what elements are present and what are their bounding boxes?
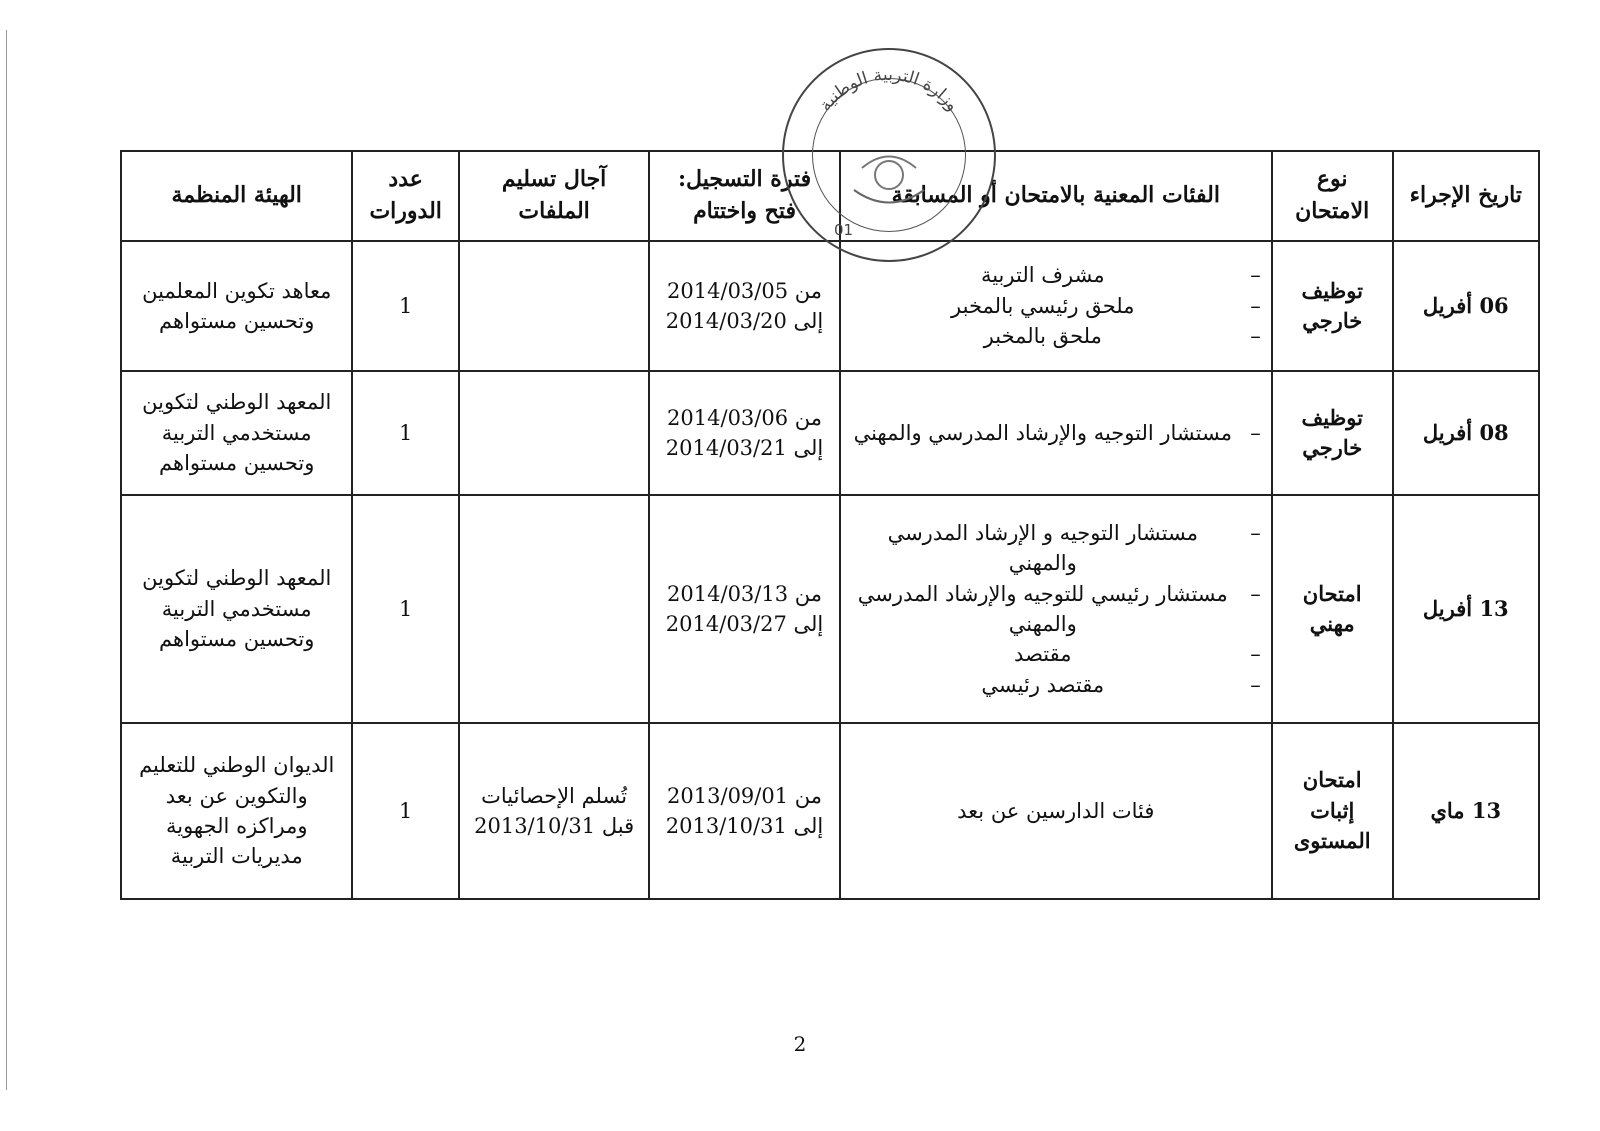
row-deadline bbox=[459, 723, 649, 899]
period-from: من 2013/09/01 bbox=[667, 783, 823, 808]
category-item: – مقتصد bbox=[851, 639, 1261, 669]
period-to: إلى 2014/03/27 bbox=[665, 612, 824, 636]
category-item: – مشرف التربية bbox=[851, 260, 1261, 290]
page-edge-line bbox=[6, 30, 7, 1090]
header-organizer: الهيئة المنظمة bbox=[121, 151, 352, 241]
row-sessions: 1 bbox=[352, 241, 458, 371]
category-item: – ملحق بالمخبر bbox=[851, 321, 1261, 351]
row-categories bbox=[840, 723, 1272, 899]
table-row bbox=[121, 495, 1539, 723]
period-to: إلى 2014/03/21 bbox=[665, 436, 824, 460]
period-to: إلى 2013/10/31 bbox=[665, 814, 824, 838]
row-type: امتحان مهني bbox=[1272, 495, 1393, 723]
table-row bbox=[121, 371, 1539, 495]
row-categories bbox=[840, 241, 1272, 371]
row-registration-period bbox=[649, 723, 839, 899]
header-registration: فترة التسجيل: فتح واختتام bbox=[649, 151, 839, 241]
page-number: 2 bbox=[793, 1032, 807, 1056]
deadline-line: تُسلم الإحصائيات bbox=[481, 783, 628, 808]
svg-text:وزارة التربية الوطنية bbox=[816, 65, 963, 115]
row-organizer: المعهد الوطني لتكوين مستخدمي التربية وتحسين مستواهم bbox=[121, 495, 352, 723]
table-row bbox=[121, 723, 1539, 899]
header-sessions: عدد الدورات bbox=[352, 151, 458, 241]
table-header-row bbox=[121, 151, 1539, 241]
row-date: 13 أفريل bbox=[1393, 495, 1539, 723]
row-sessions: 1 bbox=[352, 495, 458, 723]
row-deadline bbox=[459, 371, 649, 495]
period-from: من 2014/03/06 bbox=[667, 405, 823, 430]
header-categories: الفئات المعنية بالامتحان أو المسابقة bbox=[840, 151, 1272, 241]
category-text: فئات الدارسين عن بعد bbox=[957, 798, 1155, 823]
organizer-line: الديوان الوطني للتعليم والتكوين عن بعد ومراكزه الجهوية bbox=[139, 753, 335, 838]
stamp-number: 01 bbox=[834, 221, 854, 239]
row-organizer bbox=[121, 723, 352, 899]
row-deadline bbox=[459, 495, 649, 723]
header-type: نوع الامتحان bbox=[1272, 151, 1393, 241]
row-sessions: 1 bbox=[352, 371, 458, 495]
category-item: – مقتصد رئيسي bbox=[851, 670, 1261, 700]
row-type: توظيف خارجي bbox=[1272, 371, 1393, 495]
deadline-line: قبل 2013/10/31 bbox=[474, 814, 635, 838]
row-registration-period bbox=[649, 371, 839, 495]
category-item: – ملحق رئيسي بالمخبر bbox=[851, 291, 1261, 321]
category-item: – مستشار التوجيه و الإرشاد المدرسي والمهني bbox=[851, 518, 1261, 579]
row-type: توظيف خارجي bbox=[1272, 241, 1393, 371]
organizer-line: مديريات التربية bbox=[170, 844, 303, 869]
stamp-text: وزارة التربية الوطنية bbox=[815, 64, 963, 116]
header-deadline: آجال تسليم الملفات bbox=[459, 151, 649, 241]
row-registration-period bbox=[649, 495, 839, 723]
period-from: من 2014/03/05 bbox=[667, 278, 823, 303]
row-date: 06 أفريل bbox=[1393, 241, 1539, 371]
exam-schedule-table bbox=[120, 150, 1540, 900]
row-date: 08 أفريل bbox=[1393, 371, 1539, 495]
row-categories bbox=[840, 495, 1272, 723]
category-item: – مستشار رئيسي للتوجيه والإرشاد المدرسي والمهني bbox=[851, 579, 1261, 640]
row-organizer: معاهد تكوين المعلمين وتحسين مستواهم bbox=[121, 241, 352, 371]
row-date: 13 ماي bbox=[1393, 723, 1539, 899]
row-type: امتحان إثبات المستوى bbox=[1272, 723, 1393, 899]
row-deadline bbox=[459, 241, 649, 371]
row-categories bbox=[840, 371, 1272, 495]
header-date: تاريخ الإجراء bbox=[1393, 151, 1539, 241]
table-row bbox=[121, 241, 1539, 371]
row-organizer: المعهد الوطني لتكوين مستخدمي التربية وتحسين مستواهم bbox=[121, 371, 352, 495]
category-item: – مستشار التوجيه والإرشاد المدرسي والمهني bbox=[851, 418, 1261, 448]
period-from: من 2014/03/13 bbox=[667, 581, 823, 606]
period-to: إلى 2014/03/20 bbox=[665, 309, 824, 333]
row-registration-period bbox=[649, 241, 839, 371]
row-sessions: 1 bbox=[352, 723, 458, 899]
